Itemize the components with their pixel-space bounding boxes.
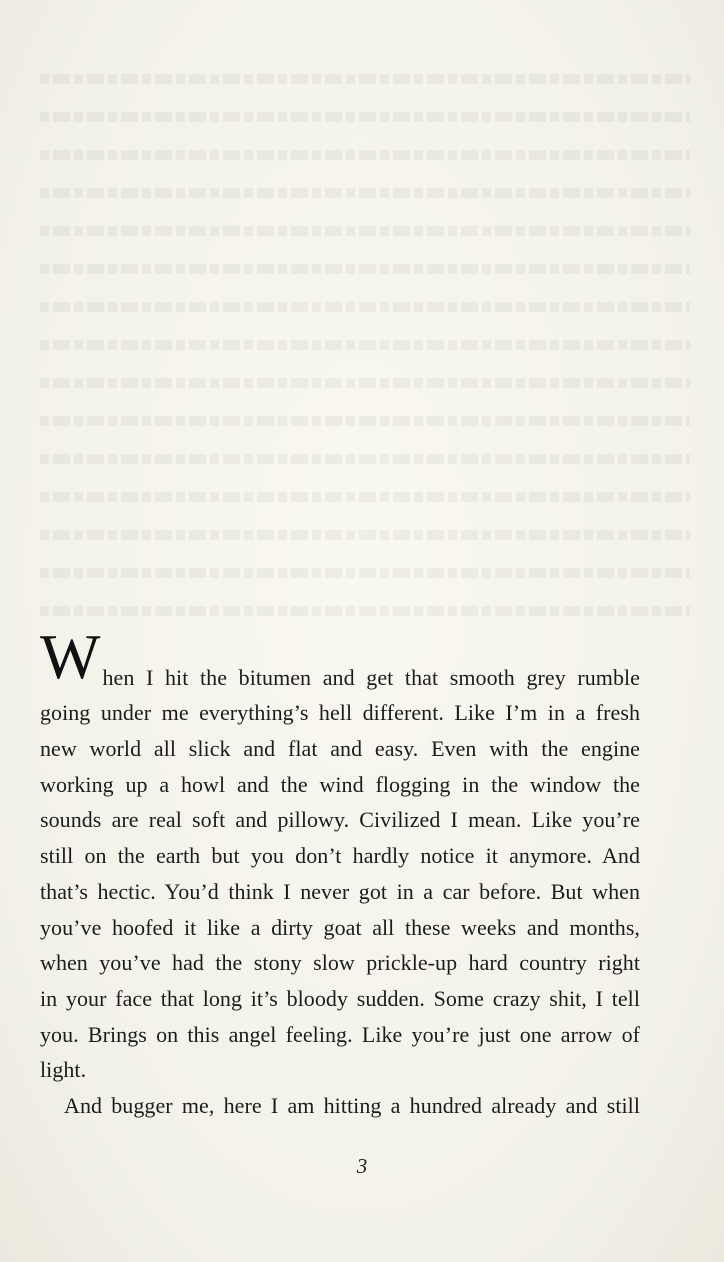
drop-cap-lines [40, 621, 640, 695]
show-through-text [40, 60, 690, 620]
text-line: still on the earth but you don’t hardly notice it anymore. And [40, 843, 640, 869]
page-number: 3 [356, 1154, 368, 1178]
text-line: And bugger me, here I am hitting a hundred already and still [64, 1092, 640, 1118]
text-line: working up a howl and the wind flogging in the window the [40, 771, 640, 797]
text-line: you. Brings on this angel feeling. Like you’re just one arrow of [40, 1021, 640, 1047]
text-line: that’s hectic. You’d think I never got in a car before. But when [40, 878, 640, 904]
blank-top [40, 624, 640, 660]
text-line: hen I hit the bitumen and get that smooth grey rumble [102, 664, 640, 690]
text-line: you’ve hoofed it like a dirty goat all these weeks and months, [40, 914, 640, 940]
paragraph-2 [40, 1088, 640, 1124]
text-line: in your face that long it’s bloody sudden. Some crazy shit, I tell [40, 985, 640, 1011]
text-line: sounds are real soft and pillowy. Civilized I mean. Like you’re [40, 807, 640, 833]
drop-cap: W [40, 621, 101, 692]
text-line: when you’ve had the stony slow prickle-up hard country right [40, 950, 640, 976]
text-line: new world all slick and flat and easy. Even with the engine [40, 736, 640, 762]
text-line: light. [40, 1057, 87, 1083]
paragraph-1 [40, 621, 640, 1088]
body-text [40, 621, 640, 1124]
text-line: going under me everything’s hell different. Like I’m in a fresh [40, 700, 640, 726]
